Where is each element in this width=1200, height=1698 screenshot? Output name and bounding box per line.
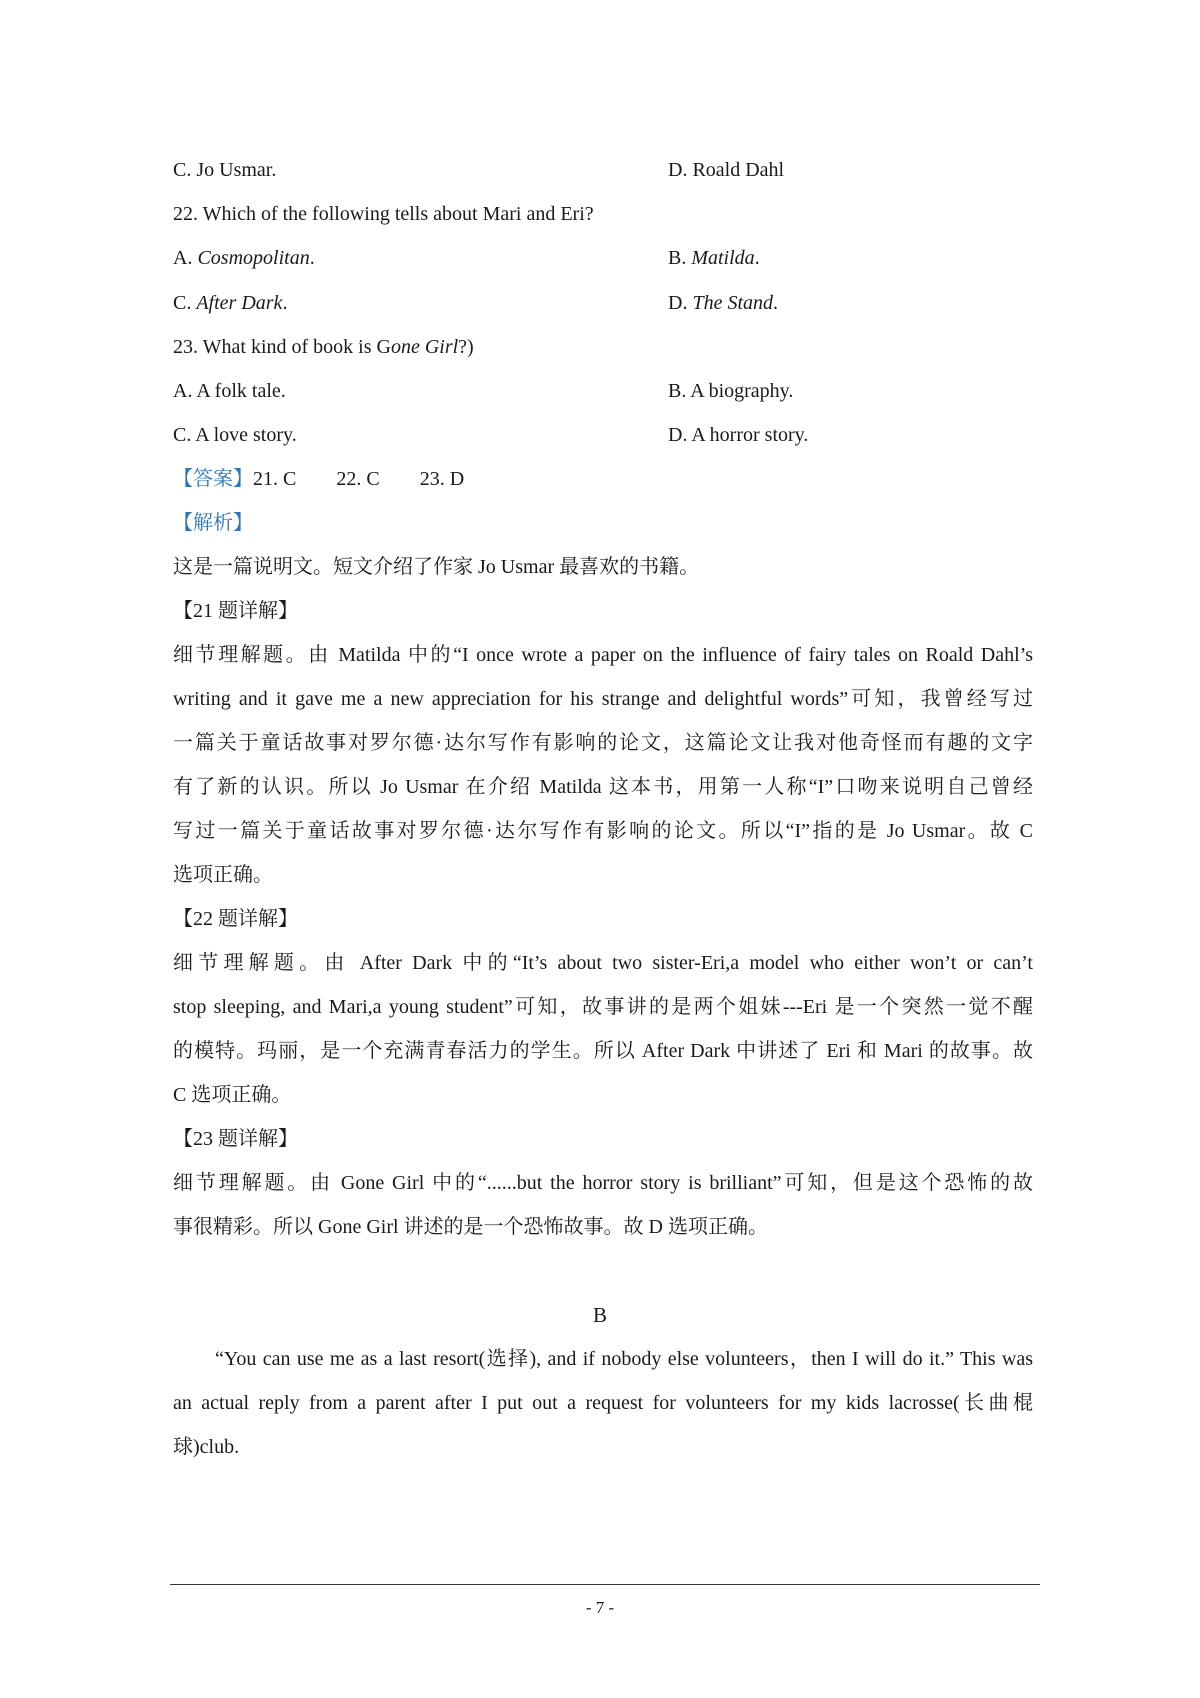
- q21-option-c: C. Jo Usmar.: [173, 159, 277, 181]
- q22-option-d: D. The Stand.: [668, 292, 779, 314]
- analysis-label: 【解析】: [173, 512, 253, 534]
- answer-line: [173, 466, 1033, 492]
- q23-option-d: D. A horror story.: [668, 424, 809, 446]
- section-b-line: 球)club.: [173, 1436, 240, 1458]
- detail21-heading: 【21 题详解】: [173, 600, 298, 622]
- detail22-line: 的模特。玛丽，是一个充满青春活力的学生。所以 After Dark 中讲述了 Eri 和 Mari 的故事。故: [173, 1040, 1033, 1062]
- answer-21: 21. C: [253, 468, 297, 490]
- q22-option-b: B. Matilda.: [668, 247, 760, 269]
- page-number: - 7 -: [585, 1598, 615, 1617]
- detail21-line: 选项正确。: [173, 864, 273, 886]
- q23-option-b: B. A biography.: [668, 380, 794, 402]
- q23-option-c: C. A love story.: [173, 424, 297, 446]
- detail21-line: 细节理解题。由 Matilda 中的“I once wrote a paper on the influence of fairy tales on Roald Dahl’s: [173, 644, 1033, 666]
- q21-option-d: D. Roald Dahl: [668, 159, 785, 181]
- section-b-line: an actual reply from a parent after I put out a request for volunteers for my kids lacrosse(长曲棍: [173, 1392, 1033, 1414]
- detail21-line: 一篇关于童话故事对罗尔德·达尔写作有影响的论文，这篇论文让我对他奇怪而有趣的文字: [173, 732, 1033, 754]
- detail21-line: writing and it gave me a new appreciation for his strange and delightful words”可知，我曾经写过: [173, 688, 1033, 710]
- section-b-line: “You can use me as a last resort(选择), and if nobody else volunteers，then I will do it.” This was: [215, 1348, 1033, 1370]
- intro-text: 这是一篇说明文。短文介绍了作家 Jo Usmar 最喜欢的书籍。: [173, 556, 700, 578]
- answer-label: 【答案】: [173, 468, 253, 490]
- q22-option-a: A. Cosmopolitan.: [173, 247, 315, 269]
- detail23-heading: 【23 题详解】: [173, 1128, 298, 1150]
- answer-23: 23. D: [419, 468, 465, 490]
- detail21-line: 有了新的认识。所以 Jo Usmar 在介绍 Matilda 这本书，用第一人称“I”口吻来说明自己曾经: [173, 776, 1033, 798]
- detail22-line: C 选项正确。: [173, 1084, 292, 1106]
- detail23-line: 细节理解题。由 Gone Girl 中的“......but the horror story is brilliant”可知，但是这个恐怖的故: [173, 1172, 1033, 1194]
- answer-22: 22. C: [336, 468, 380, 490]
- detail22-heading: 【22 题详解】: [173, 908, 298, 930]
- footer-divider: [170, 1584, 1040, 1585]
- q22-option-c: C. After Dark.: [173, 292, 288, 314]
- detail22-line: stop sleeping, and Mari,a young student”可知，故事讲的是两个姐妹---Eri 是一个突然一觉不醒: [173, 996, 1033, 1018]
- detail23-line: 事很精彩。所以 Gone Girl 讲述的是一个恐怖故事。故 D 选项正确。: [173, 1216, 768, 1238]
- detail21-line: 写过一篇关于童话故事对罗尔德·达尔写作有影响的论文。所以“I”指的是 Jo Usmar。故 C: [173, 820, 1033, 842]
- q22-question: 22. Which of the following tells about Mari and Eri?: [173, 203, 594, 225]
- q23-option-a: A. A folk tale.: [173, 380, 286, 402]
- section-b-title: B: [592, 1303, 607, 1327]
- q23-question: 23. What kind of book is Gone Girl?): [173, 336, 474, 358]
- detail22-line: 细节理解题。由 After Dark 中的“It’s about two sister-Eri,a model who either won’t or can’t: [173, 952, 1033, 974]
